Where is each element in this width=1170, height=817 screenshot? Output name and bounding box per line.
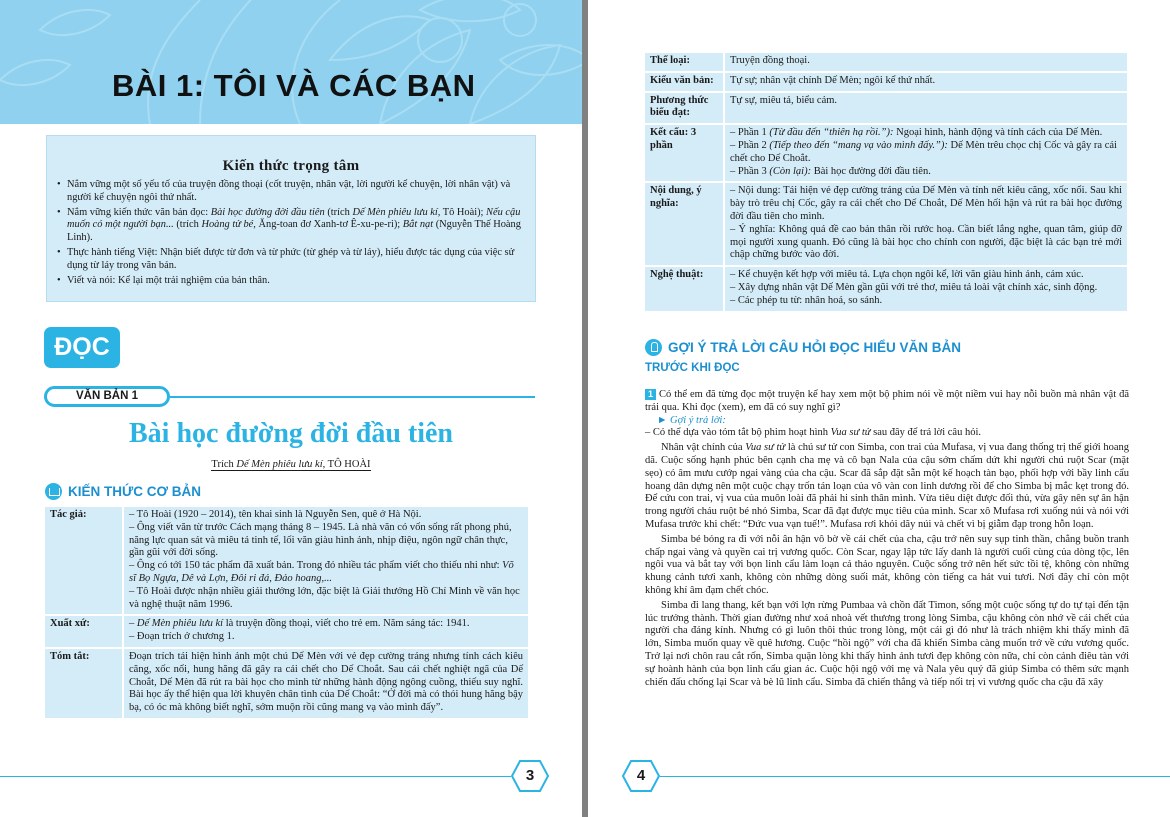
- table-label: Kiểu văn bản:: [645, 72, 724, 92]
- table-label: Kết cấu: 3 phần: [645, 124, 724, 182]
- list-item: • Viết và nói: Kể lại một trải nghiệm của bản thân.: [57, 275, 523, 288]
- table-row: [645, 92, 1127, 125]
- lightbulb-icon: [645, 339, 662, 356]
- table-cell: Truyện đồng thoại.: [724, 53, 1127, 72]
- book-icon: [45, 483, 62, 500]
- basic-knowledge-table: [45, 507, 528, 720]
- question-number: 1: [645, 389, 656, 400]
- table-cell: – Nội dung: Tái hiện vẻ đẹp cường tráng của Dế Mèn và tính nết kiêu căng, xốc nổi. Sau khi bày trò trêu chị Cốc, gây ra cái chết cho Dế Choắt, Dế Mèn hối hận và rút ra bài học đường đời đầu tiên cho mình. – Ý nghĩa: Không quá đề cao bản thân rồi rước hoạ. Cần biết lắng nghe, quan tâm, giúp đỡ mọi người xung quanh. Đó cũng là bài học cho chính con người, đặc biệt là các bạn trẻ mới chập chững bước vào đời.: [724, 182, 1127, 266]
- table-cell: – Kể chuyện kết hợp với miêu tả. Lựa chọn ngôi kể, lời văn giàu hình ảnh, cảm xúc. – Xây dựng nhân vật Dế Mèn gần gũi với trẻ thơ, miêu tả loài vật chính xác, sinh động. – Các phép tu từ: nhân hoá, so sánh.: [724, 266, 1127, 311]
- key-knowledge-list: [47, 179, 535, 287]
- answer-intro: – Có thể dựa vào tóm tắt bộ phim hoạt hình Vua sư tử sau đây để trả lời câu hỏi.: [645, 427, 982, 439]
- question: 1 Có thể em đã từng đọc một truyện kể hay xem một bộ phim nói về một niềm vui hay nỗi buồn mà nhân vật đã trải qua. Khi đọc (xem), em đã có suy nghĩ gì?: [645, 389, 1129, 413]
- reading-section-badge: ĐỌC: [44, 327, 120, 368]
- before-reading-heading: TRƯỚC KHI ĐỌC: [645, 362, 740, 374]
- table-row: [645, 124, 1127, 182]
- page-number: 3: [511, 760, 549, 792]
- table-cell: Tự sự; nhân vật chính Dế Mèn; ngôi kể thứ nhất.: [724, 72, 1127, 92]
- divider: [170, 396, 535, 398]
- table-row: [645, 72, 1127, 92]
- lesson-title: BÀI 1: TÔI VÀ CÁC BẠN: [112, 68, 476, 103]
- paragraph: Simba đi lang thang, kết bạn với lợn rừng Pumbaa và chồn đất Timon, sống một cuộc sống tự do tự tại đến tận lúc trưởng thành. Thời gian đường như xoá nhoà vết thương trong lòng Simba, cậu không còn nhớ về cái chết của người cha đáng kính. Nhưng có gì luôn thôi thúc trong lòng, một cái gì đó như là trách nhiệm khi thấy mình đã lớn, Simba muốn quay về quê hương. Cuộc “hồi ngộ” với cha đã khiến Simba càng muốn trở về cứu vương quốc. Trở lại nơi chôn rau cắt rốn, Simba quặn lòng khi thấy hình ảnh tươi đẹp không còn nữa, chỉ còn cảnh điêu tàn với sự hoành hành của bọn linh cẩu gian ác. Cuộc hội ngộ với mẹ và Nala yêu quý đã giúp Simba có thêm sức mạnh chiến đấu chống lại Scar và bè lũ linh cẩu. Simba đã chiến thắng và tiếp nối trị vì vương quốc cha cậu đã xây: [645, 599, 1129, 688]
- basic-knowledge-heading: KIẾN THỨC CƠ BẢN: [45, 483, 201, 500]
- table-cell: – Phần 1 (Từ đầu đến “thiên hạ rồi.”): Ngoại hình, hành động và tính cách của Dế Mèn. – Phần 2 (Tiếp theo đến “mang vạ vào mình đấy.”): Dế Mèn trêu chọc chị Cốc và gây ra cái chết cho Dế Choắt. – Phần 3 (Còn lại): Bài học đường đời đầu tiên.: [724, 124, 1127, 182]
- divider: [0, 776, 511, 777]
- answers-heading: GỢI Ý TRẢ LỜI CÂU HỎI ĐỌC HIỂU VĂN BẢN: [645, 339, 961, 356]
- list-item: • Nắm vững một số yếu tố của truyện đồng thoại (cốt truyện, nhân vật, lời người kể chuyện, lời nhân vật) và người kể chuyện ngôi thứ nhất.: [57, 179, 523, 205]
- hint-label: ► Gợi ý trả lời:: [657, 414, 726, 426]
- table-cell: Tự sự, miêu tả, biểu cảm.: [724, 92, 1127, 125]
- list-item: • Thực hành tiếng Việt: Nhận biết được từ đơn và từ phức (từ ghép và từ láy), hiểu được tác dụng của việc sử dụng từ láy trong văn bản.: [57, 247, 523, 273]
- table-label: Phương thức biểu đạt:: [645, 92, 724, 125]
- table-label: Nội dung, ý nghĩa:: [645, 182, 724, 266]
- table-label: Nghệ thuật:: [645, 266, 724, 311]
- divider: [660, 776, 1170, 777]
- table-row: [45, 648, 528, 719]
- table-label: Tác giả:: [45, 507, 123, 615]
- left-page: [0, 0, 582, 817]
- table-row: [645, 266, 1127, 311]
- table-cell: – Dế Mèn phiêu lưu kí là truyện đồng thoại, viết cho trẻ em. Năm sáng tác: 1941. – Đoạn trích ở chương 1.: [123, 615, 528, 648]
- table-cell: Đoạn trích tái hiện hình ảnh một chú Dế Mèn với vẻ đẹp cường tráng nhưng tính cách kiêu căng, xốc nổi, hung hăng đã gây ra cái chết cho Dế Choắt. Sau cái chết nghiệt ngã của Dế Choắt, Dế Mèn đã rút ra bài học cho mình từ những hành động ngông cuồng, thiếu suy nghĩ. Bài học ấy thể hiện qua lời khuyên chân tình của Dế Choắt: “Ở đời mà có thói hung hăng bậy bạ, có óc mà không biết nghĩ, sớm muộn rồi cũng mang vạ vào mình đấy”.: [123, 648, 528, 719]
- table-row: [645, 53, 1127, 72]
- table-label: Xuất xứ:: [45, 615, 123, 648]
- lesson-header-banner: [0, 0, 582, 124]
- work-source: Trích Dế Mèn phiêu lưu kí, TÔ HOÀI: [211, 459, 371, 470]
- table-cell: – Tô Hoài (1920 – 2014), tên khai sinh là Nguyễn Sen, quê ở Hà Nội. – Ông viết văn từ trước Cách mạng tháng 8 – 1945. Là nhà văn có vốn sống rất phong phú, năng lực quan sát và miêu tả tinh tế, lối văn giàu hình ảnh, nhịp điệu, ngôn ngữ chân thực, gần gũi với đời sống. – Ông có tới 150 tác phẩm đã xuất bản. Trong đó nhiều tác phẩm viết cho thiếu nhi như: Võ sĩ Bọ Ngựa, Dê và Lợn, Đôi ri đá, Đảo hoang,... – Tô Hoài được nhận nhiều giải thưởng lớn, đặc biệt là Giải thưởng Hồ Chí Minh về văn học và nghệ thuật năm 1996.: [123, 507, 528, 615]
- table-label: Thể loại:: [645, 53, 724, 72]
- table-row: [45, 615, 528, 648]
- table-label: Tóm tắt:: [45, 648, 123, 719]
- page-number: 4: [622, 760, 660, 792]
- key-knowledge-title: Kiến thức trọng tâm: [222, 158, 360, 174]
- right-page: [588, 0, 1170, 817]
- paragraph: Nhân vật chính của Vua sư tử là chú sư tử con Simba, con trai của Mufasa, vị vua đang thống trị thế giới hoang dã. Cuộc sống hạnh phúc bên cạnh cha mẹ và cô bạn Nala của cậu sớm chấm dứt khi người chú ruột Scar (mặt sẹo) có âm mưu cướp ngai vàng của cha cậu. Scar đã sắp đặt sẵn một kế hoạch tàn bạo, phối hợp với bầy linh cẩu hoang dân dựng nên một cuộc chạy trốn tán loạn của vô vàn con linh dương rồi để cho Simba bị mắc kẹt trong đó. Để cứu con trai, vị vua của muôn loài đã phải hi sinh thân mình. Vừa tiêu diệt được đối thủ, vừa gây nên sự ân hận trong người cháu ruột bé nhỏ Simba, Scar đã đạt được mục tiêu của mình. Scar xô Mufasa rơi xuống núi và nói với Mufasa trước khi chết: “Đức vua vạn tuế!”. Mufasa rơi khỏi dãy núi và chết vì bị giẫm đạp trong hỗn loạn.: [645, 442, 1129, 530]
- list-item: • Nắm vững kiến thức văn bản đọc: Bài học đường đời đầu tiên (trích Dế Mèn phiêu lưu kí, Tô Hoài); Nếu cậu muốn có một người bạn... (trích Hoàng tử bé, Ăng-toan đơ Xanh-tơ Ê-xu-pe-ri); Bắt nạt (Nguyễn Thế Hoàng Linh).: [57, 207, 523, 245]
- table-row: [645, 182, 1127, 266]
- paragraph: Simba bé bỏng ra đi với nỗi ân hận vô bờ về cái chết của cha, cậu trở nên suy sụp tinh thần, chẳng buồn tranh chấp ngai vàng và quyền cai trị vương quốc. Còn Scar, ngay lập tức lấy danh là người cuối cùng của dòng tộc, lên ngôi vua và bắt tay với bọn linh cẩu làm loạn cả thảo nguyên. Cuộc sống trở nên hết sức tồi tệ, không còn những khung cảnh tươi xanh, không còn những dòng suối mát, không còn tiếng ca hát vui tươi. Nơi đây chỉ còn một không khí âm đạm chết chóc.: [645, 533, 1129, 596]
- text-number-badge: VĂN BẢN 1: [44, 386, 170, 407]
- table-row: [45, 507, 528, 615]
- work-title: Bài học đường đời đầu tiên: [128, 418, 453, 449]
- summary-table: [645, 53, 1127, 313]
- lotus-pattern-icon: [0, 0, 582, 124]
- key-knowledge-box: [46, 135, 536, 302]
- reading-answer-body: [645, 389, 1129, 689]
